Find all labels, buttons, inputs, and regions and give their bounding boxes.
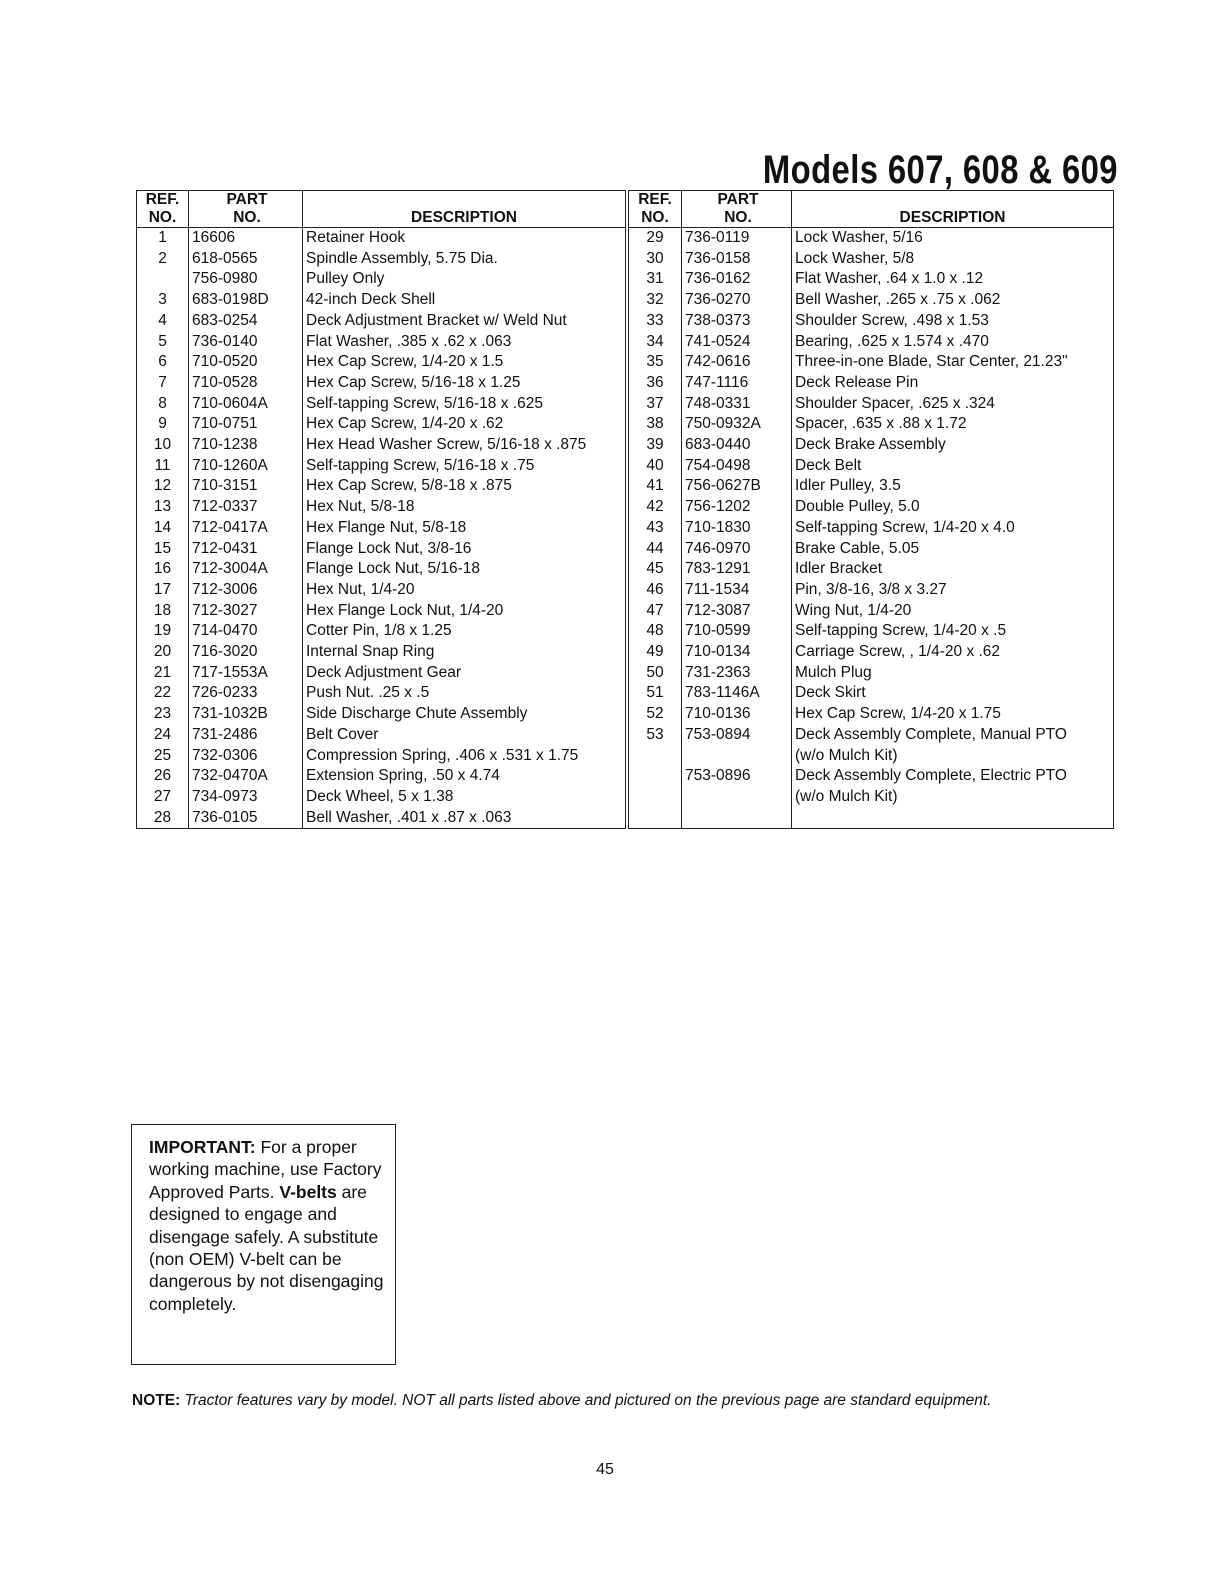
table-row xyxy=(137,476,626,497)
table-row xyxy=(629,518,1114,539)
table-row xyxy=(629,746,1114,767)
table-row xyxy=(137,766,626,787)
header-part-no: PART NO. xyxy=(189,191,303,228)
table-row xyxy=(137,352,626,373)
table-row xyxy=(629,249,1114,270)
part-no-cell: 736-0119 xyxy=(682,228,792,249)
ref-no-cell: 17 xyxy=(137,580,189,601)
ref-no-cell: 24 xyxy=(137,725,189,746)
ref-no-cell: 39 xyxy=(629,435,682,456)
ref-no-cell: 12 xyxy=(137,476,189,497)
table-row xyxy=(137,539,626,560)
description-cell: Hex Cap Screw, 5/8-18 x .875 xyxy=(306,477,512,495)
part-no-cell: 710-0599 xyxy=(682,621,792,642)
table-row xyxy=(137,518,626,539)
parts-table-right xyxy=(628,190,1114,829)
ref-no-cell: 51 xyxy=(629,683,682,704)
ref-no-cell: 13 xyxy=(137,497,189,518)
table-row xyxy=(137,249,626,270)
ref-no-cell: 32 xyxy=(629,290,682,311)
ref-no-cell: 25 xyxy=(137,746,189,767)
table-row xyxy=(629,269,1114,290)
description-cell: Deck Release Pin xyxy=(795,373,919,391)
description-cell: Idler Bracket xyxy=(795,560,883,578)
description-cell: Self-tapping Screw, 5/16-18 x .75 xyxy=(306,456,535,474)
description-cell: Self-tapping Screw, 1/4-20 x .5 xyxy=(795,622,1007,640)
description-cell: Lock Washer, 5/8 xyxy=(795,249,915,267)
table-row xyxy=(629,704,1114,725)
description-cell: Deck Wheel, 5 x 1.38 xyxy=(306,787,454,805)
description-cell: Hex Head Washer Screw, 5/16-18 x .875 xyxy=(306,436,587,454)
description-cell: Deck Brake Assembly xyxy=(795,436,946,454)
part-no-cell: 710-0136 xyxy=(682,704,792,725)
header-description: DESCRIPTION xyxy=(792,191,1114,228)
description-cell: Hex Cap Screw, 1/4-20 x .62 xyxy=(306,415,504,433)
note-text: Tractor features vary by model. NOT all parts listed above and pictured on the previous page are standard equipment. xyxy=(180,1392,992,1409)
table-row xyxy=(137,332,626,353)
description-cell: Deck Adjustment Bracket w/ Weld Nut xyxy=(306,311,567,329)
table-row xyxy=(137,497,626,518)
header-part-no: PART NO. xyxy=(682,191,792,228)
table-row xyxy=(137,394,626,415)
ref-no-cell: 22 xyxy=(137,683,189,704)
part-no-cell: 741-0524 xyxy=(682,332,792,353)
ref-no-cell: 36 xyxy=(629,373,682,394)
ref-no-cell: 35 xyxy=(629,352,682,373)
table-row xyxy=(629,766,1114,787)
table-row xyxy=(629,601,1114,622)
table-row xyxy=(629,683,1114,704)
description-cell: (w/o Mulch Kit) xyxy=(795,787,898,805)
ref-no-cell: 34 xyxy=(629,332,682,353)
part-no-cell: 738-0373 xyxy=(682,311,792,332)
table-row xyxy=(629,663,1114,684)
table-row xyxy=(629,787,1114,808)
ref-no-cell: 2 xyxy=(137,249,189,270)
ref-no-cell: 46 xyxy=(629,580,682,601)
description-cell: Compression Spring, .406 x .531 x 1.75 xyxy=(306,746,579,764)
table-row xyxy=(137,373,626,394)
table-row xyxy=(137,746,626,767)
table-row xyxy=(137,580,626,601)
part-no-cell: 731-2363 xyxy=(682,663,792,684)
ref-no-cell: 7 xyxy=(137,373,189,394)
description-cell: Bell Washer, .401 x .87 x .063 xyxy=(306,808,512,826)
header-ref-no: REF. NO. xyxy=(629,191,682,228)
description-cell: Retainer Hook xyxy=(306,229,406,246)
description-cell: Flange Lock Nut, 3/8-16 xyxy=(306,539,472,557)
part-no-cell: 712-0337 xyxy=(189,497,303,518)
description-cell: Three-in-one Blade, Star Center, 21.23" xyxy=(795,353,1068,371)
description-cell: Extension Spring, .50 x 4.74 xyxy=(306,767,500,785)
page-title: Models 607, 608 & 609 xyxy=(762,148,1118,192)
description-cell: Deck Skirt xyxy=(795,684,866,702)
ref-no-cell: 33 xyxy=(629,311,682,332)
table-row xyxy=(629,808,1114,829)
part-no-cell: 726-0233 xyxy=(189,683,303,704)
ref-no-cell: 5 xyxy=(137,332,189,353)
part-no-cell: 736-0162 xyxy=(682,269,792,290)
ref-no-cell: 16 xyxy=(137,559,189,580)
table-row xyxy=(137,621,626,642)
table-row xyxy=(629,580,1114,601)
ref-no-cell: 9 xyxy=(137,414,189,435)
table-row xyxy=(137,683,626,704)
important-notice-box xyxy=(131,1124,396,1365)
ref-no-cell xyxy=(629,746,682,767)
page-number: 45 xyxy=(596,1461,614,1478)
ref-no-cell: 19 xyxy=(137,621,189,642)
ref-no-cell xyxy=(137,269,189,290)
ref-no-cell: 21 xyxy=(137,663,189,684)
ref-no-cell: 20 xyxy=(137,642,189,663)
ref-no-cell: 47 xyxy=(629,601,682,622)
description-cell: Pulley Only xyxy=(306,270,385,288)
description-cell: (w/o Mulch Kit) xyxy=(795,746,898,764)
part-no-cell: 712-3006 xyxy=(189,580,303,601)
part-no-cell: 16606 xyxy=(189,228,303,249)
table-row xyxy=(629,642,1114,663)
table-row xyxy=(137,725,626,746)
description-cell: Idler Pulley, 3.5 xyxy=(795,477,901,495)
part-no-cell: 742-0616 xyxy=(682,352,792,373)
part-no-cell: 618-0565 xyxy=(189,249,303,270)
table-row xyxy=(629,332,1114,353)
ref-no-cell: 18 xyxy=(137,601,189,622)
description-cell: Shoulder Screw, .498 x 1.53 xyxy=(795,311,989,329)
table-row xyxy=(629,290,1114,311)
ref-no-cell: 15 xyxy=(137,539,189,560)
description-cell: Flat Washer, .64 x 1.0 x .12 xyxy=(795,270,984,288)
part-no-cell: 736-0105 xyxy=(189,808,303,829)
ref-no-cell xyxy=(629,787,682,808)
ref-no-cell: 30 xyxy=(629,249,682,270)
table-row xyxy=(137,290,626,311)
part-no-cell: 717-1553A xyxy=(189,663,303,684)
table-row xyxy=(629,435,1114,456)
ref-no-cell: 40 xyxy=(629,456,682,477)
ref-no-cell: 10 xyxy=(137,435,189,456)
description-cell xyxy=(792,808,1114,829)
table-row xyxy=(137,269,626,290)
table-row xyxy=(137,456,626,477)
ref-no-cell: 28 xyxy=(137,808,189,829)
part-no-cell: 732-0470A xyxy=(189,766,303,787)
important-text: For a proper working machine, use Factory Approved Parts. xyxy=(149,1137,382,1202)
description-cell: Side Discharge Chute Assembly xyxy=(306,705,528,723)
part-no-cell: 756-1202 xyxy=(682,497,792,518)
ref-no-cell: 26 xyxy=(137,766,189,787)
description-cell: Spacer, .635 x .88 x 1.72 xyxy=(795,415,967,433)
part-no-cell: 732-0306 xyxy=(189,746,303,767)
table-row xyxy=(137,414,626,435)
table-row xyxy=(137,663,626,684)
part-no-cell: 710-0528 xyxy=(189,373,303,394)
table-row xyxy=(629,394,1114,415)
table-row xyxy=(629,497,1114,518)
table-row xyxy=(137,642,626,663)
table-row xyxy=(137,311,626,332)
description-cell: Bell Washer, .265 x .75 x .062 xyxy=(795,291,1001,309)
table-row xyxy=(629,725,1114,746)
description-cell: Spindle Assembly, 5.75 Dia. xyxy=(306,249,498,267)
part-no-cell: 756-0627B xyxy=(682,476,792,497)
part-no-cell: 710-0751 xyxy=(189,414,303,435)
ref-no-cell: 41 xyxy=(629,476,682,497)
part-no-cell: 748-0331 xyxy=(682,394,792,415)
part-no-cell: 710-0134 xyxy=(682,642,792,663)
description-cell: Deck Adjustment Gear xyxy=(306,663,462,681)
note-label: NOTE: xyxy=(132,1392,181,1409)
vbelts-label: V-belts xyxy=(279,1181,337,1202)
ref-no-cell: 1 xyxy=(137,228,189,249)
description-cell: 42-inch Deck Shell xyxy=(306,291,436,309)
part-no-cell: 734-0973 xyxy=(189,787,303,808)
ref-no-cell: 14 xyxy=(137,518,189,539)
ref-no-cell: 11 xyxy=(137,456,189,477)
part-no-cell: 712-3087 xyxy=(682,601,792,622)
description-cell: Hex Cap Screw, 5/16-18 x 1.25 xyxy=(306,373,521,391)
part-no-cell: 716-3020 xyxy=(189,642,303,663)
ref-no-cell: 31 xyxy=(629,269,682,290)
part-no-cell xyxy=(682,746,792,767)
part-no-cell: 736-0270 xyxy=(682,290,792,311)
part-no-cell: 711-1534 xyxy=(682,580,792,601)
ref-no-cell xyxy=(629,808,682,829)
table-row xyxy=(137,601,626,622)
part-no-cell: 683-0440 xyxy=(682,435,792,456)
description-cell: Deck Assembly Complete, Manual PTO xyxy=(795,725,1067,743)
part-no-cell: 783-1291 xyxy=(682,559,792,580)
table-row xyxy=(629,414,1114,435)
table-row xyxy=(629,352,1114,373)
table-row xyxy=(629,373,1114,394)
description-cell: Self-tapping Screw, 1/4-20 x 4.0 xyxy=(795,518,1015,536)
part-no-cell: 683-0254 xyxy=(189,311,303,332)
part-no-cell: 750-0932A xyxy=(682,414,792,435)
description-cell: Bearing, .625 x 1.574 x .470 xyxy=(795,332,989,350)
part-no-cell: 712-3027 xyxy=(189,601,303,622)
ref-no-cell: 48 xyxy=(629,621,682,642)
part-no-cell xyxy=(682,808,792,829)
table-row xyxy=(137,808,626,829)
ref-no-cell: 43 xyxy=(629,518,682,539)
ref-no-cell: 53 xyxy=(629,725,682,746)
header-description: DESCRIPTION xyxy=(303,191,626,228)
ref-no-cell: 52 xyxy=(629,704,682,725)
part-no-cell: 783-1146A xyxy=(682,683,792,704)
table-row xyxy=(137,787,626,808)
description-cell: Self-tapping Screw, 5/16-18 x .625 xyxy=(306,394,543,412)
part-no-cell: 753-0896 xyxy=(682,766,792,787)
part-no-cell: 731-1032B xyxy=(189,704,303,725)
note-line xyxy=(132,1392,992,1410)
table-row xyxy=(629,456,1114,477)
part-no-cell: 753-0894 xyxy=(682,725,792,746)
part-no-cell: 710-3151 xyxy=(189,476,303,497)
table-row xyxy=(629,559,1114,580)
ref-no-cell: 23 xyxy=(137,704,189,725)
ref-no-cell: 6 xyxy=(137,352,189,373)
part-no-cell: 710-1238 xyxy=(189,435,303,456)
description-cell: Hex Cap Screw, 1/4-20 x 1.75 xyxy=(795,705,1001,723)
description-cell: Cotter Pin, 1/8 x 1.25 xyxy=(306,622,452,640)
description-cell: Lock Washer, 5/16 xyxy=(795,229,923,246)
parts-table-right-body xyxy=(629,228,1114,829)
table-row xyxy=(137,435,626,456)
part-no-cell: 712-0417A xyxy=(189,518,303,539)
description-cell: Hex Flange Nut, 5/8-18 xyxy=(306,518,467,536)
description-cell: Internal Snap Ring xyxy=(306,643,435,661)
table-row xyxy=(137,559,626,580)
ref-no-cell: 3 xyxy=(137,290,189,311)
ref-no-cell: 27 xyxy=(137,787,189,808)
part-no-cell: 710-1830 xyxy=(682,518,792,539)
ref-no-cell: 38 xyxy=(629,414,682,435)
part-no-cell: 746-0970 xyxy=(682,539,792,560)
table-row xyxy=(137,704,626,725)
description-cell: Carriage Screw, , 1/4-20 x .62 xyxy=(795,643,1001,661)
table-row xyxy=(629,539,1114,560)
ref-no-cell: 42 xyxy=(629,497,682,518)
part-no-cell: 712-3004A xyxy=(189,559,303,580)
ref-no-cell: 8 xyxy=(137,394,189,415)
important-text-2: are designed to engage and disengage safely. A substitute (non OEM) V-belt can be dangerous by not disengaging completely. xyxy=(149,1181,384,1314)
ref-no-cell: 4 xyxy=(137,311,189,332)
ref-no-cell: 49 xyxy=(629,642,682,663)
description-cell: Hex Nut, 5/8-18 xyxy=(306,498,415,516)
header-ref-no: REF. NO. xyxy=(137,191,189,228)
description-cell: Brake Cable, 5.05 xyxy=(795,539,920,557)
part-no-cell: 714-0470 xyxy=(189,621,303,642)
description-cell: Deck Belt xyxy=(795,456,862,474)
part-no-cell: 710-1260A xyxy=(189,456,303,477)
description-cell: Double Pulley, 5.0 xyxy=(795,498,920,516)
ref-no-cell: 29 xyxy=(629,228,682,249)
part-no-cell xyxy=(682,787,792,808)
table-row xyxy=(629,228,1114,249)
description-cell: Push Nut. .25 x .5 xyxy=(306,684,430,702)
description-cell: Belt Cover xyxy=(306,725,379,743)
table-row xyxy=(629,311,1114,332)
parts-table-left xyxy=(136,190,626,829)
part-no-cell: 710-0520 xyxy=(189,352,303,373)
part-no-cell: 754-0498 xyxy=(682,456,792,477)
ref-no-cell: 44 xyxy=(629,539,682,560)
description-cell: Pin, 3/8-16, 3/8 x 3.27 xyxy=(795,580,947,598)
ref-no-cell: 50 xyxy=(629,663,682,684)
description-cell: Hex Flange Lock Nut, 1/4-20 xyxy=(306,601,504,619)
part-no-cell: 747-1116 xyxy=(682,373,792,394)
part-no-cell: 683-0198D xyxy=(189,290,303,311)
ref-no-cell xyxy=(629,766,682,787)
parts-table-left-body xyxy=(137,228,626,829)
description-cell: Wing Nut, 1/4-20 xyxy=(795,601,912,619)
important-label: IMPORTANT: xyxy=(149,1137,256,1157)
description-cell: Deck Assembly Complete, Electric PTO xyxy=(795,767,1067,785)
description-cell: Flat Washer, .385 x .62 x .063 xyxy=(306,332,512,350)
part-no-cell: 712-0431 xyxy=(189,539,303,560)
table-row xyxy=(137,228,626,249)
ref-no-cell: 45 xyxy=(629,559,682,580)
description-cell: Mulch Plug xyxy=(795,663,872,681)
table-row xyxy=(629,476,1114,497)
part-no-cell: 731-2486 xyxy=(189,725,303,746)
part-no-cell: 736-0140 xyxy=(189,332,303,353)
ref-no-cell: 37 xyxy=(629,394,682,415)
part-no-cell: 756-0980 xyxy=(189,269,303,290)
description-cell: Hex Cap Screw, 1/4-20 x 1.5 xyxy=(306,353,504,371)
description-cell: Shoulder Spacer, .625 x .324 xyxy=(795,394,995,412)
table-row xyxy=(629,621,1114,642)
description-cell: Hex Nut, 1/4-20 xyxy=(306,580,415,598)
part-no-cell: 710-0604A xyxy=(189,394,303,415)
part-no-cell: 736-0158 xyxy=(682,249,792,270)
description-cell: Flange Lock Nut, 5/16-18 xyxy=(306,560,481,578)
